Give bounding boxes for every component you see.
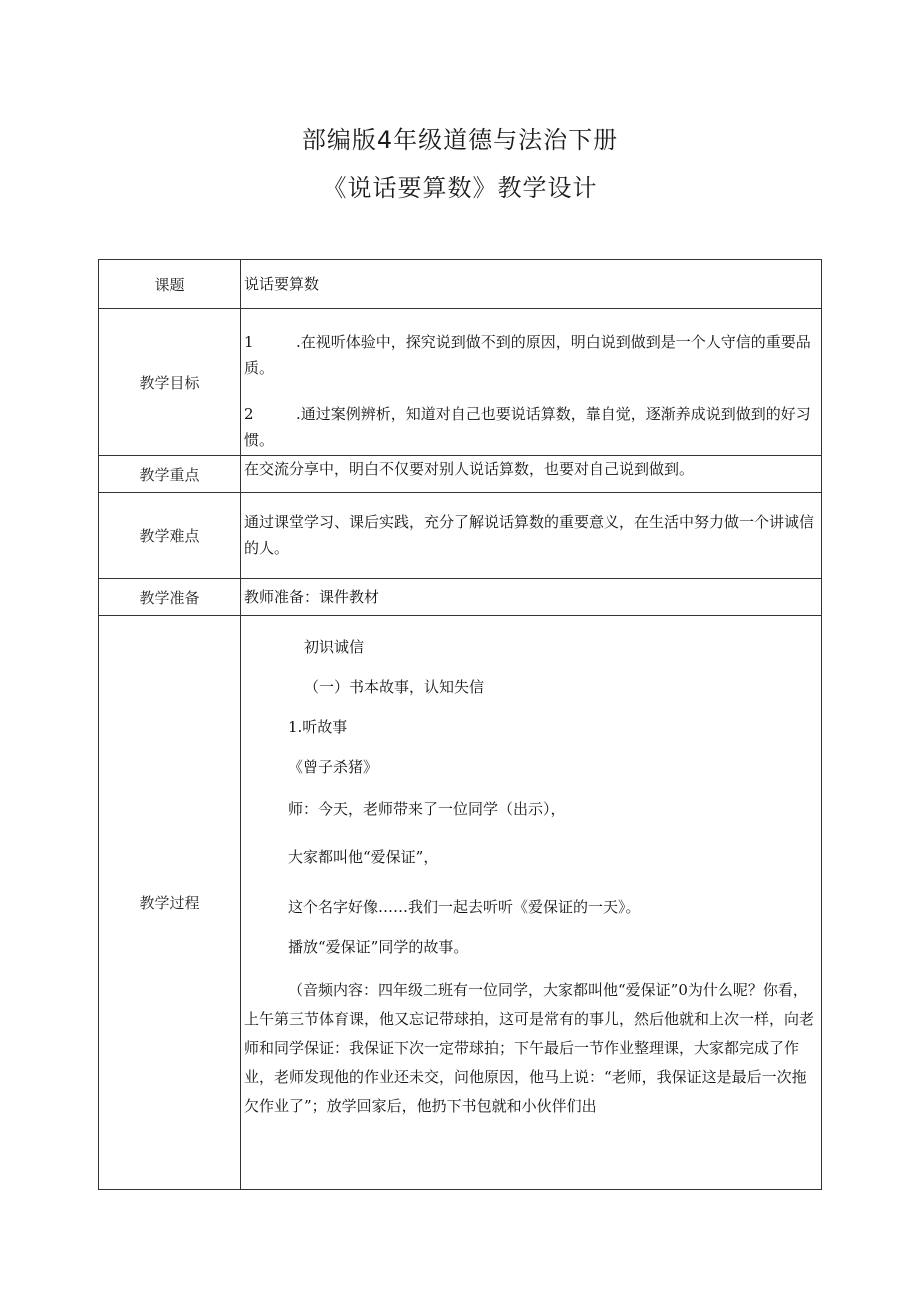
label-preparation: 教学准备 [99,579,241,616]
value-key-points: 在交流分享中，明白不仅要对别人说话算数，也要对自己说到做到。 [241,456,822,493]
row-process [99,616,822,1190]
label-process: 教学过程 [99,616,241,1190]
goal-text-1: .在视听体验中，探究说到做不到的原因，明白说到做到是一个人守信的重要品质。 [244,333,811,377]
process-line: 大家都叫他“爱保证”， [288,848,439,866]
label-difficulties: 教学难点 [99,493,241,579]
goal-number-2: 2 [244,405,254,423]
document-title: 部编版4年级道德与法治下册 [301,126,619,154]
value-difficulties: 通过课堂学习、课后实践，充分了解说话算数的重要意义，在生活中努力做一个讲诚信的人。 [241,493,822,579]
process-line: 播放“爱保证”同学的故事。 [288,938,469,956]
row-preparation [99,579,822,616]
value-process [241,616,822,1190]
row-topic [99,260,822,309]
row-goals [99,309,822,456]
value-goals [241,309,822,456]
row-key-points [99,456,822,493]
label-topic: 课题 [99,260,241,309]
row-difficulties [99,493,822,579]
process-line: 1.听故事 [288,718,348,736]
process-line: （音频内容：四年级二班有一位同学，大家都叫他“爱保证”0为什么呢？你看，上午第三节体育课，他又忘记带球拍，这可是常有的事儿，然后他就和上次一样，向老师和同学保证：我保证下次一定带球拍；下午最后一节作业整理课，大家都完成了作业，老师发现他的作业还未交，问他原因，他马上说：“老师，我保证这是最后一次拖欠作业了”；放学回家后，他扔下书包就和小伙伴们出 [244,981,815,1115]
value-topic: 说话要算数 [241,260,822,309]
lesson-plan-table [98,259,822,1190]
goal-number-1: 1 [244,333,254,351]
label-goals: 教学目标 [99,309,241,456]
document-subtitle: 《说话要算数》教学设计 [322,174,598,202]
process-line: 《曾子杀猪》 [288,758,379,776]
process-line: （一）书本故事，认知失信 [304,678,485,696]
value-preparation: 教师准备：课件教材 [241,579,822,616]
process-line: 这个名字好像……我们一起去听听《爱保证的一天》。 [288,898,641,916]
goal-text-2: .通过案例辨析，知道对自己也要说话算数，靠自觉，逐渐养成说到做到的好习惯。 [244,405,811,449]
process-line: 师：今天，老师带来了一位同学（出示）， [288,800,566,818]
label-key-points: 教学重点 [99,456,241,493]
process-line: 初识诚信 [304,638,365,656]
